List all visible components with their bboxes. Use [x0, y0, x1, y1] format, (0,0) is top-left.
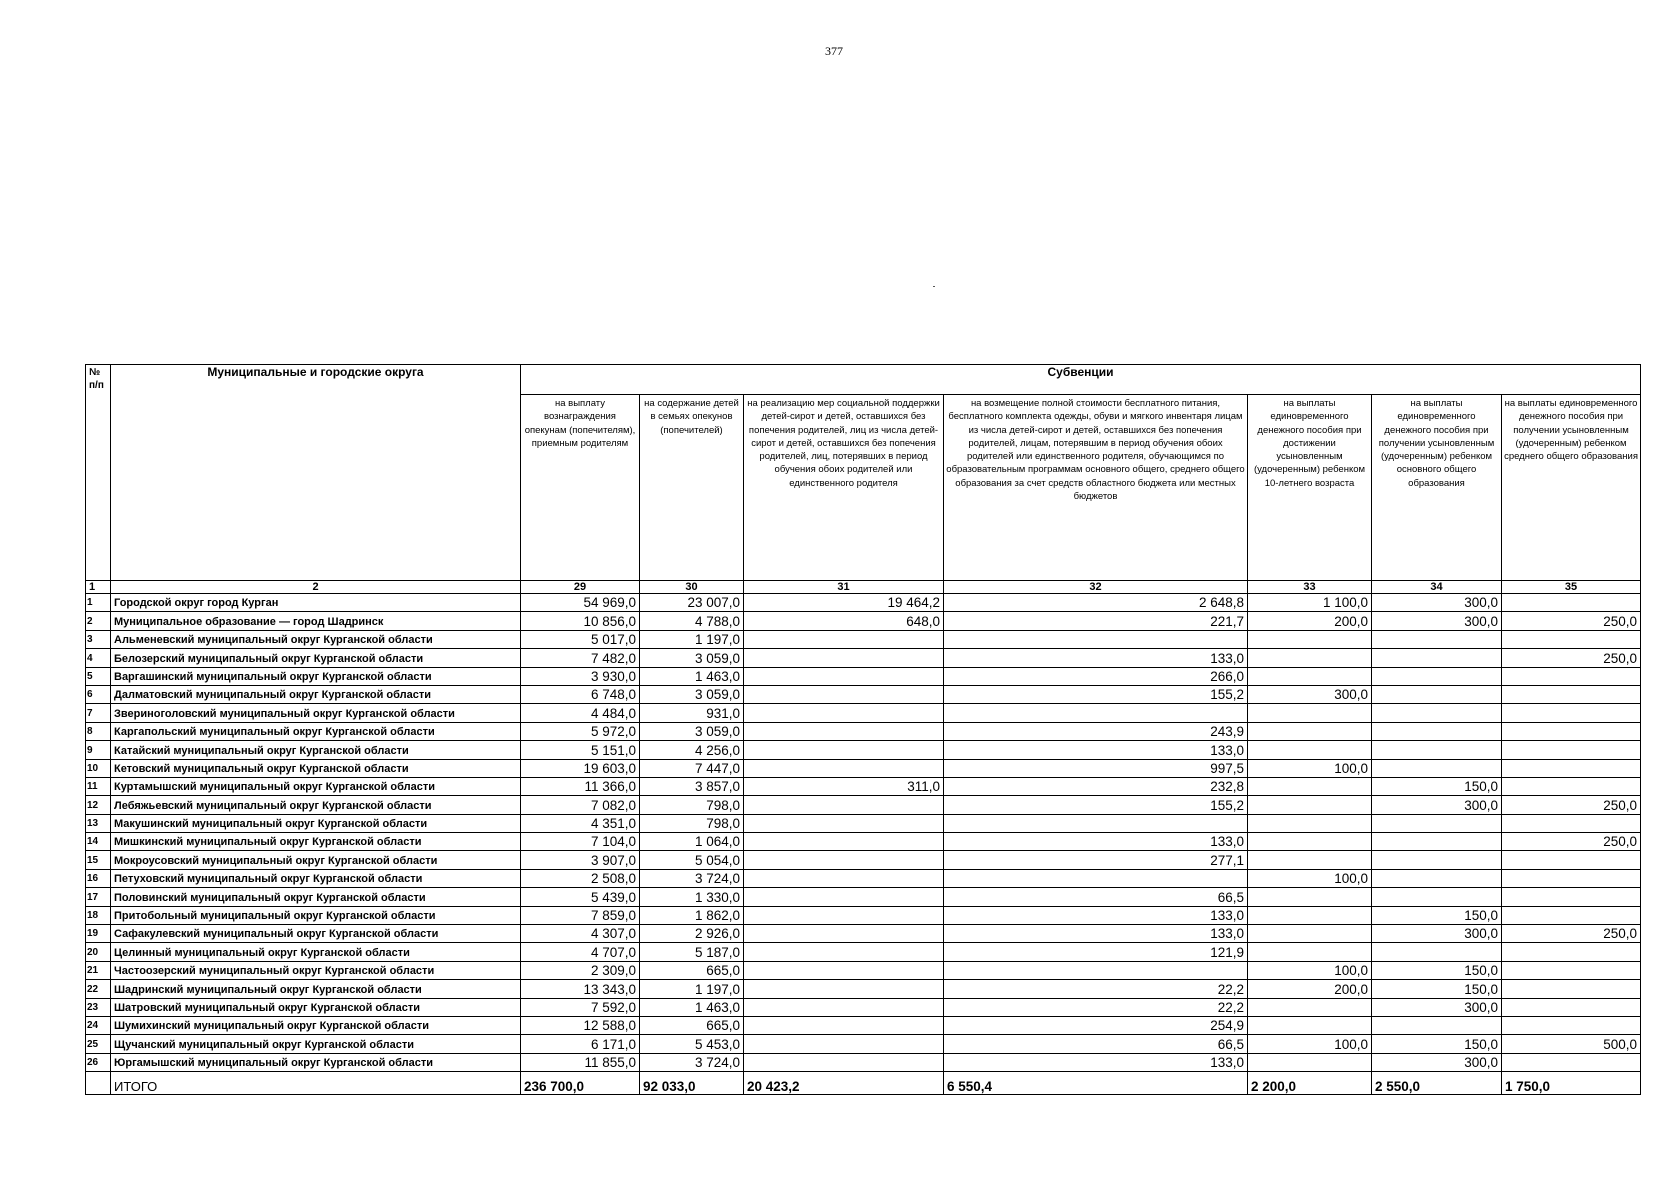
- amount-cell: 266,0: [944, 667, 1248, 685]
- column-number: 30: [640, 581, 744, 594]
- amount-cell: 997,5: [944, 759, 1248, 777]
- row-number: 12: [86, 796, 111, 814]
- amount-cell: 250,0: [1502, 925, 1641, 943]
- total-amount: 92 033,0: [640, 1072, 744, 1095]
- amount-cell: 500,0: [1502, 1035, 1641, 1053]
- amount-cell: [1372, 649, 1502, 667]
- amount-cell: [1372, 685, 1502, 703]
- amount-cell: 232,8: [944, 777, 1248, 795]
- table-row: [86, 980, 1641, 998]
- amount-cell: 221,7: [944, 612, 1248, 630]
- row-number: 20: [86, 943, 111, 961]
- amount-cell: 3 930,0: [521, 667, 640, 685]
- amount-cell: 200,0: [1248, 980, 1372, 998]
- row-number: 24: [86, 1016, 111, 1034]
- column-number: 34: [1372, 581, 1502, 594]
- amount-cell: [1502, 1053, 1641, 1071]
- amount-cell: [744, 722, 944, 740]
- amount-cell: 1 862,0: [640, 906, 744, 924]
- table-row: [86, 961, 1641, 979]
- table-row: [86, 612, 1641, 630]
- amount-cell: 7 447,0: [640, 759, 744, 777]
- amount-cell: 300,0: [1372, 1053, 1502, 1071]
- amount-cell: [1372, 869, 1502, 887]
- amount-cell: 150,0: [1372, 961, 1502, 979]
- amount-cell: 648,0: [744, 612, 944, 630]
- amount-cell: 22,2: [944, 980, 1248, 998]
- amount-cell: [1372, 741, 1502, 759]
- amount-cell: [944, 704, 1248, 722]
- row-number: 16: [86, 869, 111, 887]
- municipality-name: Петуховский муниципальный округ Курганской области: [111, 869, 521, 887]
- municipality-name: Частоозерский муниципальный округ Курганской области: [111, 961, 521, 979]
- row-number: 15: [86, 851, 111, 869]
- amount-cell: 66,5: [944, 1035, 1248, 1053]
- amount-cell: 1 100,0: [1248, 594, 1372, 612]
- amount-cell: [1248, 925, 1372, 943]
- amount-cell: 19 603,0: [521, 759, 640, 777]
- amount-cell: 311,0: [744, 777, 944, 795]
- amount-cell: [1372, 630, 1502, 648]
- municipality-name: Куртамышский муниципальный округ Курганской области: [111, 777, 521, 795]
- table-row: [86, 594, 1641, 612]
- page-number: 377: [825, 44, 843, 58]
- amount-cell: [1502, 943, 1641, 961]
- amount-cell: 3 724,0: [640, 1053, 744, 1071]
- amount-cell: 254,9: [944, 1016, 1248, 1034]
- amount-cell: 133,0: [944, 833, 1248, 851]
- amount-cell: 5 439,0: [521, 888, 640, 906]
- amount-cell: 150,0: [1372, 906, 1502, 924]
- amount-cell: [1502, 685, 1641, 703]
- amount-cell: [1502, 998, 1641, 1016]
- amount-cell: 798,0: [640, 796, 744, 814]
- total-label: ИТОГО: [111, 1072, 521, 1095]
- amount-cell: [1502, 888, 1641, 906]
- amount-cell: 4 484,0: [521, 704, 640, 722]
- amount-cell: 665,0: [640, 1016, 744, 1034]
- amount-cell: [1502, 869, 1641, 887]
- municipality-name: Шумихинский муниципальный округ Курганской области: [111, 1016, 521, 1034]
- municipality-name: Каргапольский муниципальный округ Курганской области: [111, 722, 521, 740]
- amount-cell: [1248, 722, 1372, 740]
- amount-cell: [1502, 704, 1641, 722]
- municipality-name: Макушинский муниципальный округ Курганской области: [111, 814, 521, 832]
- amount-cell: 23 007,0: [640, 594, 744, 612]
- amount-cell: 798,0: [640, 814, 744, 832]
- table-row: [86, 888, 1641, 906]
- table-row: [86, 667, 1641, 685]
- amount-cell: 3 724,0: [640, 869, 744, 887]
- amount-cell: [744, 796, 944, 814]
- amount-cell: 2 648,8: [944, 594, 1248, 612]
- amount-cell: [944, 869, 1248, 887]
- total-amount: 2 200,0: [1248, 1072, 1372, 1095]
- amount-cell: [744, 667, 944, 685]
- amount-cell: [1248, 796, 1372, 814]
- amount-cell: [1372, 814, 1502, 832]
- amount-cell: 4 707,0: [521, 943, 640, 961]
- amount-cell: 665,0: [640, 961, 744, 979]
- number-column-header: [86, 365, 111, 581]
- municipality-name: Юргамышский муниципальный округ Курганской области: [111, 1053, 521, 1071]
- municipality-name: Шатровский муниципальный округ Курганской области: [111, 998, 521, 1016]
- column-number: 31: [744, 581, 944, 594]
- amount-cell: 7 082,0: [521, 796, 640, 814]
- amount-cell: 4 788,0: [640, 612, 744, 630]
- table-row: [86, 741, 1641, 759]
- amount-cell: [744, 704, 944, 722]
- amount-cell: 3 907,0: [521, 851, 640, 869]
- amount-cell: [1502, 777, 1641, 795]
- amount-cell: 300,0: [1372, 594, 1502, 612]
- municipality-name: Притобольный муниципальный округ Курганской области: [111, 906, 521, 924]
- column-number: 35: [1502, 581, 1641, 594]
- municipality-name: Кетовский муниципальный округ Курганской области: [111, 759, 521, 777]
- table-row: [86, 722, 1641, 740]
- amount-cell: [744, 1053, 944, 1071]
- amount-cell: [944, 814, 1248, 832]
- amount-cell: [1248, 1016, 1372, 1034]
- row-number: 10: [86, 759, 111, 777]
- municipality-name: Половинский муниципальный округ Курганской области: [111, 888, 521, 906]
- column-number: 33: [1248, 581, 1372, 594]
- municipality-name: Муниципальное образование — город Шадринск: [111, 612, 521, 630]
- amount-cell: [1248, 998, 1372, 1016]
- row-number: 17: [86, 888, 111, 906]
- amount-cell: [744, 833, 944, 851]
- amount-cell: [744, 1035, 944, 1053]
- amount-cell: [1502, 667, 1641, 685]
- table-row: [86, 943, 1641, 961]
- amount-cell: [744, 961, 944, 979]
- amount-cell: 66,5: [944, 888, 1248, 906]
- amount-cell: 1 197,0: [640, 980, 744, 998]
- municipality-name: Сафакулевский муниципальный округ Курганской области: [111, 925, 521, 943]
- total-amount: 6 550,4: [944, 1072, 1248, 1095]
- amount-cell: [1248, 851, 1372, 869]
- row-number: 8: [86, 722, 111, 740]
- amount-cell: [1372, 833, 1502, 851]
- amount-cell: [1248, 649, 1372, 667]
- row-number: 11: [86, 777, 111, 795]
- amount-cell: 250,0: [1502, 833, 1641, 851]
- amount-cell: 7 482,0: [521, 649, 640, 667]
- amount-cell: 100,0: [1248, 869, 1372, 887]
- row-number: 13: [86, 814, 111, 832]
- amount-cell: 12 588,0: [521, 1016, 640, 1034]
- amount-cell: [1502, 759, 1641, 777]
- municipality-column-header: Муниципальные и городские округа: [111, 365, 521, 581]
- municipality-name: Мишкинский муниципальный округ Курганской области: [111, 833, 521, 851]
- amount-cell: [1502, 851, 1641, 869]
- table-row: [86, 649, 1641, 667]
- municipality-name: Лебяжьевский муниципальный округ Курганской области: [111, 796, 521, 814]
- municipality-name: Далматовский муниципальный округ Курганской области: [111, 685, 521, 703]
- amount-cell: [1372, 722, 1502, 740]
- amount-cell: 5 151,0: [521, 741, 640, 759]
- amount-cell: [744, 888, 944, 906]
- amount-cell: 1 463,0: [640, 667, 744, 685]
- amount-cell: [1502, 1016, 1641, 1034]
- municipality-name: Варгашинский муниципальный округ Курганской области: [111, 667, 521, 685]
- table-row: [86, 796, 1641, 814]
- amount-cell: [1502, 961, 1641, 979]
- row-number: 26: [86, 1053, 111, 1071]
- amount-cell: 11 855,0: [521, 1053, 640, 1071]
- amount-cell: [744, 685, 944, 703]
- table-row: [86, 869, 1641, 887]
- table-row: [86, 1016, 1641, 1034]
- subcolumn-header: на выплаты единовременного денежного пособия при получении усыновленным (удочеренным) ребенком основного общего образования: [1372, 395, 1502, 581]
- amount-cell: [744, 869, 944, 887]
- column-number: 32: [944, 581, 1248, 594]
- amount-cell: [1502, 741, 1641, 759]
- amount-cell: 1 064,0: [640, 833, 744, 851]
- amount-cell: [944, 630, 1248, 648]
- amount-cell: [1502, 630, 1641, 648]
- table-row: [86, 1053, 1641, 1071]
- number-label-line2: п/п: [89, 380, 104, 391]
- amount-cell: 1 197,0: [640, 630, 744, 648]
- amount-cell: [1248, 833, 1372, 851]
- amount-cell: [1372, 704, 1502, 722]
- total-amount: 2 550,0: [1372, 1072, 1502, 1095]
- amount-cell: 22,2: [944, 998, 1248, 1016]
- municipality-name: Катайский муниципальный округ Курганской области: [111, 741, 521, 759]
- amount-cell: 4 351,0: [521, 814, 640, 832]
- amount-cell: 4 307,0: [521, 925, 640, 943]
- amount-cell: 133,0: [944, 906, 1248, 924]
- amount-cell: 277,1: [944, 851, 1248, 869]
- amount-cell: [1372, 667, 1502, 685]
- amount-cell: [744, 851, 944, 869]
- row-number: 14: [86, 833, 111, 851]
- amount-cell: 3 059,0: [640, 722, 744, 740]
- header-row-main: [86, 365, 1641, 395]
- subcolumn-header: на выплаты единовременного денежного пособия при достижении усыновленным (удочеренным) ребенком 10-летнего возраста: [1248, 395, 1372, 581]
- amount-cell: 100,0: [1248, 759, 1372, 777]
- row-number: 23: [86, 998, 111, 1016]
- scan-speck: [933, 286, 935, 287]
- amount-cell: 300,0: [1372, 796, 1502, 814]
- total-row: [86, 1072, 1641, 1095]
- amount-cell: 2 309,0: [521, 961, 640, 979]
- amount-cell: 133,0: [944, 649, 1248, 667]
- amount-cell: 19 464,2: [744, 594, 944, 612]
- table-row: [86, 998, 1641, 1016]
- amount-cell: 250,0: [1502, 796, 1641, 814]
- row-number: 25: [86, 1035, 111, 1053]
- amount-cell: 150,0: [1372, 777, 1502, 795]
- amount-cell: 11 366,0: [521, 777, 640, 795]
- amount-cell: 300,0: [1372, 612, 1502, 630]
- table-row: [86, 685, 1641, 703]
- total-amount: 236 700,0: [521, 1072, 640, 1095]
- subcolumn-header: на реализацию мер социальной поддержки детей-сирот и детей, оставшихся без попечения родителей, лиц из числа детей-сирот и детей, оставшихся без попечения родителей, лиц, потерявших в период обучения обоих родителей или единственного родителя: [744, 395, 944, 581]
- column-number: 29: [521, 581, 640, 594]
- subcolumn-header: на возмещение полной стоимости бесплатного питания, бесплатного комплекта одежды, обуви и мягкого инвентаря лицам из числа детей-сирот и детей, оставшихся без попечения родителей, лицам, потерявшим в период обучения обоих родителей или единственного родителя, обучающимся по образовательным программам основного общего, среднего общего образования за счет средств областного бюджета или местных бюджетов: [944, 395, 1248, 581]
- amount-cell: 243,9: [944, 722, 1248, 740]
- amount-cell: [1502, 906, 1641, 924]
- row-number: 9: [86, 741, 111, 759]
- amount-cell: [744, 814, 944, 832]
- amount-cell: 7 859,0: [521, 906, 640, 924]
- amount-cell: 150,0: [1372, 1035, 1502, 1053]
- amount-cell: [1248, 906, 1372, 924]
- amount-cell: [1502, 980, 1641, 998]
- amount-cell: [1372, 1016, 1502, 1034]
- amount-cell: 6 171,0: [521, 1035, 640, 1053]
- row-number: 5: [86, 667, 111, 685]
- municipality-name: Щучанский муниципальный округ Курганской области: [111, 1035, 521, 1053]
- table-row: [86, 1035, 1641, 1053]
- amount-cell: 2 508,0: [521, 869, 640, 887]
- row-number: 18: [86, 906, 111, 924]
- amount-cell: [1248, 777, 1372, 795]
- amount-cell: [744, 1016, 944, 1034]
- amount-cell: [1248, 814, 1372, 832]
- amount-cell: [1248, 630, 1372, 648]
- subcolumn-header: на выплату вознаграждения опекунам (попечителям), приемным родителям: [521, 395, 640, 581]
- row-number: 2: [86, 612, 111, 630]
- amount-cell: 13 343,0: [521, 980, 640, 998]
- amount-cell: [744, 649, 944, 667]
- subcolumn-header: на содержание детей в семьях опекунов (попечителей): [640, 395, 744, 581]
- amount-cell: 2 926,0: [640, 925, 744, 943]
- subcolumn-header: на выплаты единовременного денежного пособия при получении усыновленным (удочеренным) ребенком среднего общего образования: [1502, 395, 1641, 581]
- amount-cell: [744, 741, 944, 759]
- amount-cell: 5 054,0: [640, 851, 744, 869]
- table-row: [86, 925, 1641, 943]
- row-number: 6: [86, 685, 111, 703]
- municipality-name: Городской округ город Курган: [111, 594, 521, 612]
- amount-cell: [1372, 943, 1502, 961]
- amount-cell: [1502, 722, 1641, 740]
- municipality-name: Шадринский муниципальный округ Курганской области: [111, 980, 521, 998]
- number-label-line1: №: [89, 367, 101, 378]
- amount-cell: 200,0: [1248, 612, 1372, 630]
- amount-cell: 100,0: [1248, 1035, 1372, 1053]
- amount-cell: 6 748,0: [521, 685, 640, 703]
- amount-cell: 100,0: [1248, 961, 1372, 979]
- subventions-group-header: Субвенции: [521, 365, 1641, 395]
- amount-cell: [744, 943, 944, 961]
- column-number-row: [86, 581, 1641, 594]
- amount-cell: [1248, 888, 1372, 906]
- table-row: [86, 759, 1641, 777]
- amount-cell: 54 969,0: [521, 594, 640, 612]
- amount-cell: 250,0: [1502, 612, 1641, 630]
- amount-cell: 7 104,0: [521, 833, 640, 851]
- amount-cell: [1502, 814, 1641, 832]
- row-number: 22: [86, 980, 111, 998]
- municipality-name: Белозерский муниципальный округ Курганской области: [111, 649, 521, 667]
- column-number: 1: [86, 581, 111, 594]
- table-row: [86, 777, 1641, 795]
- row-number: 19: [86, 925, 111, 943]
- table-row: [86, 851, 1641, 869]
- amount-cell: 4 256,0: [640, 741, 744, 759]
- table-row: [86, 630, 1641, 648]
- amount-cell: 3 059,0: [640, 649, 744, 667]
- row-number: 21: [86, 961, 111, 979]
- amount-cell: [1372, 888, 1502, 906]
- municipality-name: Альменевский муниципальный округ Курганской области: [111, 630, 521, 648]
- table-row: [86, 833, 1641, 851]
- amount-cell: [1248, 741, 1372, 759]
- table-row: [86, 704, 1641, 722]
- table-row: [86, 814, 1641, 832]
- amount-cell: [1248, 704, 1372, 722]
- municipality-name: Мокроусовский муниципальный округ Курганской области: [111, 851, 521, 869]
- amount-cell: 5 187,0: [640, 943, 744, 961]
- amount-cell: [744, 980, 944, 998]
- amount-cell: 10 856,0: [521, 612, 640, 630]
- amount-cell: 5 453,0: [640, 1035, 744, 1053]
- table-row: [86, 906, 1641, 924]
- amount-cell: 5 972,0: [521, 722, 640, 740]
- amount-cell: 300,0: [1372, 998, 1502, 1016]
- column-number: 2: [111, 581, 521, 594]
- amount-cell: 155,2: [944, 796, 1248, 814]
- amount-cell: [1502, 594, 1641, 612]
- amount-cell: 1 463,0: [640, 998, 744, 1016]
- amount-cell: 300,0: [1248, 685, 1372, 703]
- municipality-name: Звериноголовский муниципальный округ Курганской области: [111, 704, 521, 722]
- amount-cell: 155,2: [944, 685, 1248, 703]
- amount-cell: [1248, 667, 1372, 685]
- amount-cell: [744, 998, 944, 1016]
- amount-cell: 5 017,0: [521, 630, 640, 648]
- amount-cell: 121,9: [944, 943, 1248, 961]
- total-amount: 1 750,0: [1502, 1072, 1641, 1095]
- subventions-table: [85, 364, 1641, 1095]
- amount-cell: 7 592,0: [521, 998, 640, 1016]
- amount-cell: [744, 759, 944, 777]
- row-number: 1: [86, 594, 111, 612]
- amount-cell: [1372, 851, 1502, 869]
- amount-cell: 3 857,0: [640, 777, 744, 795]
- total-amount: 20 423,2: [744, 1072, 944, 1095]
- amount-cell: [744, 906, 944, 924]
- amount-cell: 133,0: [944, 741, 1248, 759]
- amount-cell: 250,0: [1502, 649, 1641, 667]
- amount-cell: 931,0: [640, 704, 744, 722]
- amount-cell: 300,0: [1372, 925, 1502, 943]
- amount-cell: 133,0: [944, 925, 1248, 943]
- amount-cell: [744, 925, 944, 943]
- amount-cell: 3 059,0: [640, 685, 744, 703]
- amount-cell: [1248, 1053, 1372, 1071]
- amount-cell: [1372, 759, 1502, 777]
- amount-cell: [744, 630, 944, 648]
- amount-cell: [944, 961, 1248, 979]
- amount-cell: [1248, 943, 1372, 961]
- amount-cell: 1 330,0: [640, 888, 744, 906]
- row-number: 4: [86, 649, 111, 667]
- row-number: 3: [86, 630, 111, 648]
- total-spacer: [86, 1072, 111, 1095]
- table-body: [86, 365, 1641, 1095]
- row-number: 7: [86, 704, 111, 722]
- amount-cell: 133,0: [944, 1053, 1248, 1071]
- municipality-name: Целинный муниципальный округ Курганской области: [111, 943, 521, 961]
- amount-cell: 150,0: [1372, 980, 1502, 998]
